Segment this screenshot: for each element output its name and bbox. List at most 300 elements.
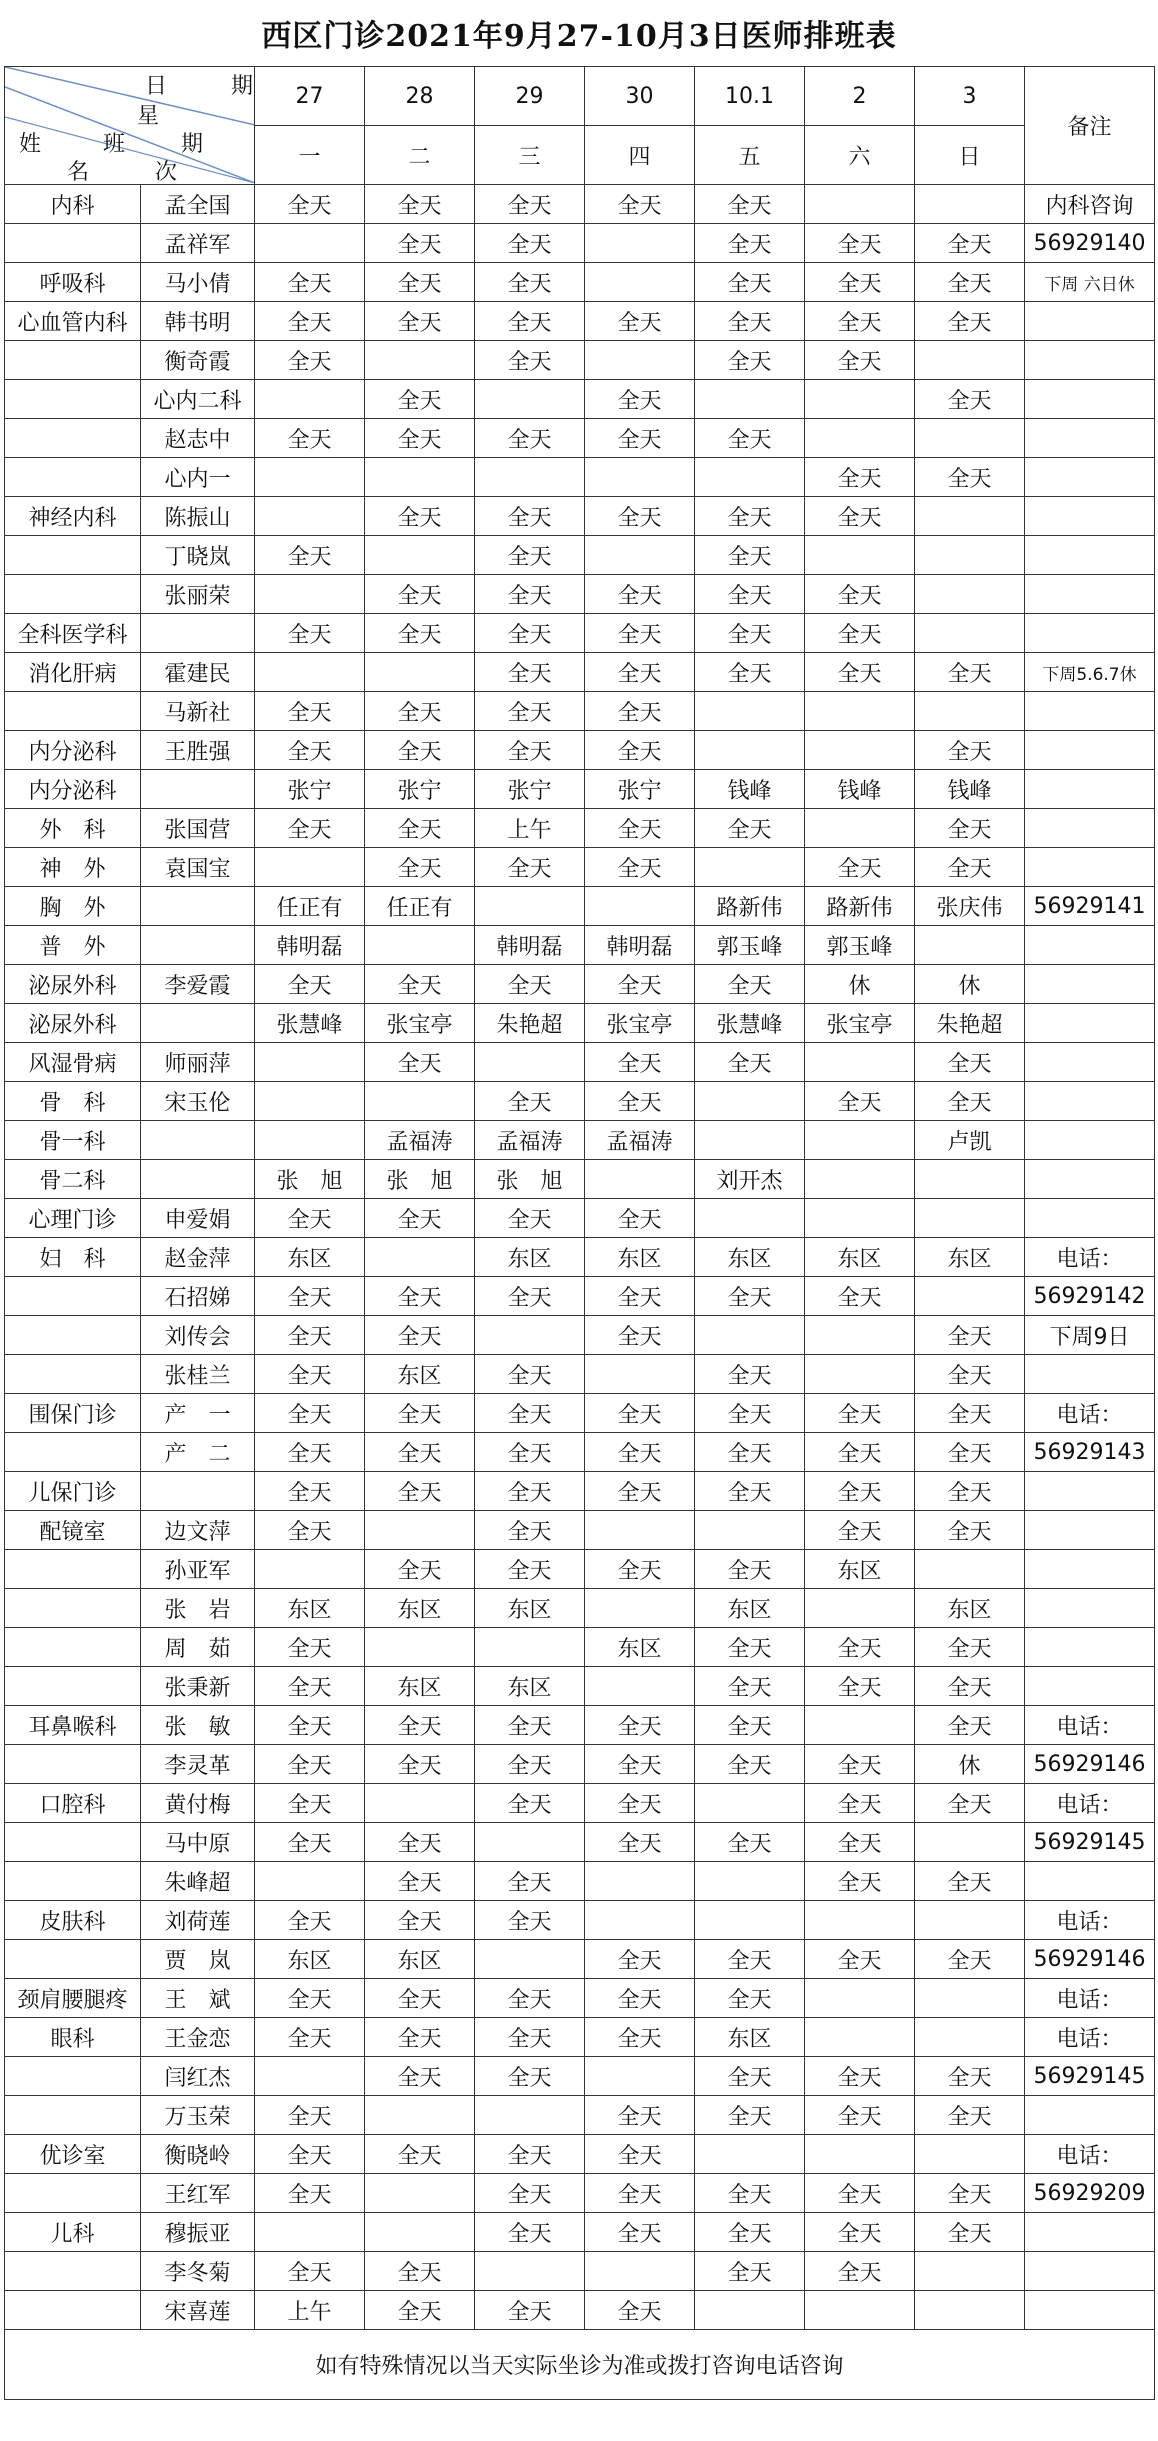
department-cell [5, 536, 141, 575]
shift-cell: 全天 [475, 2213, 585, 2252]
shift-cell: 全天 [475, 1706, 585, 1745]
table-row [5, 1667, 1155, 1706]
department-cell [5, 575, 141, 614]
shift-cell: 孟福涛 [475, 1121, 585, 1160]
date-header: 2 [805, 67, 915, 126]
department-cell: 骨二科 [5, 1160, 141, 1199]
shift-cell [365, 341, 475, 380]
remark-cell [1025, 302, 1155, 341]
shift-cell [365, 1082, 475, 1121]
shift-cell: 全天 [255, 341, 365, 380]
shift-cell [805, 185, 915, 224]
shift-cell: 全天 [475, 263, 585, 302]
shift-cell: 全天 [255, 1277, 365, 1316]
shift-cell: 全天 [475, 1199, 585, 1238]
shift-cell: 全天 [255, 1823, 365, 1862]
remark-cell: 56929209 [1025, 2174, 1155, 2213]
shift-cell: 全天 [695, 1433, 805, 1472]
table-row [5, 887, 1155, 926]
shift-cell [255, 653, 365, 692]
shift-cell: 全天 [585, 1979, 695, 2018]
shift-cell: 全天 [475, 341, 585, 380]
shift-cell: 全天 [255, 809, 365, 848]
remark-cell [1025, 2252, 1155, 2291]
shift-cell: 全天 [695, 614, 805, 653]
table-row [5, 926, 1155, 965]
shift-cell: 全天 [805, 1745, 915, 1784]
shift-cell: 东区 [805, 1550, 915, 1589]
remark-cell [1025, 2213, 1155, 2252]
shift-cell: 全天 [475, 848, 585, 887]
weekday-header: 五 [695, 126, 805, 185]
shift-cell: 全天 [475, 1784, 585, 1823]
doctor-name-cell [141, 887, 255, 926]
shift-cell: 全天 [915, 653, 1025, 692]
doctor-name-cell: 张桂兰 [141, 1355, 255, 1394]
remark-cell [1025, 1472, 1155, 1511]
department-cell [5, 2252, 141, 2291]
shift-cell [915, 1979, 1025, 2018]
remark-cell [1025, 1121, 1155, 1160]
shift-cell: 全天 [585, 809, 695, 848]
table-row [5, 1277, 1155, 1316]
shift-cell [255, 1043, 365, 1082]
shift-cell: 全天 [695, 1667, 805, 1706]
shift-cell: 全天 [805, 848, 915, 887]
remark-cell [1025, 1667, 1155, 1706]
table-row [5, 185, 1155, 224]
remark-cell [1025, 1589, 1155, 1628]
shift-cell: 休 [915, 1745, 1025, 1784]
shift-cell [475, 1628, 585, 1667]
remark-cell [1025, 1082, 1155, 1121]
department-cell: 普 外 [5, 926, 141, 965]
shift-cell: 全天 [365, 1745, 475, 1784]
shift-cell [915, 926, 1025, 965]
shift-cell [695, 692, 805, 731]
remark-cell [1025, 2291, 1155, 2330]
shift-cell: 张慧峰 [255, 1004, 365, 1043]
shift-cell: 全天 [805, 2213, 915, 2252]
shift-cell: 上午 [255, 2291, 365, 2330]
shift-cell: 全天 [475, 692, 585, 731]
shift-cell: 全天 [475, 1745, 585, 1784]
shift-cell: 东区 [255, 1589, 365, 1628]
department-cell: 围保门诊 [5, 1394, 141, 1433]
shift-cell: 东区 [475, 1589, 585, 1628]
corner-label-xing-surname: 姓 [19, 132, 42, 157]
shift-cell [695, 848, 805, 887]
shift-cell [695, 731, 805, 770]
shift-cell [805, 2291, 915, 2330]
department-cell [5, 2057, 141, 2096]
shift-cell: 全天 [365, 965, 475, 1004]
remark-cell [1025, 458, 1155, 497]
department-cell [5, 419, 141, 458]
shift-cell: 全天 [365, 419, 475, 458]
table-row [5, 302, 1155, 341]
department-cell: 泌尿外科 [5, 1004, 141, 1043]
shift-cell: 东区 [805, 1238, 915, 1277]
shift-cell: 全天 [695, 809, 805, 848]
shift-cell [585, 1589, 695, 1628]
table-row [5, 1511, 1155, 1550]
shift-cell: 全天 [805, 263, 915, 302]
remark-cell [1025, 536, 1155, 575]
remark-cell [1025, 770, 1155, 809]
table-row [5, 341, 1155, 380]
doctor-name-cell: 李爱霞 [141, 965, 255, 1004]
table-row [5, 497, 1155, 536]
shift-cell: 张庆伟 [915, 887, 1025, 926]
remark-cell: 下周 六日休 [1025, 263, 1155, 302]
shift-cell: 张宁 [255, 770, 365, 809]
shift-cell: 全天 [255, 536, 365, 575]
shift-cell [805, 536, 915, 575]
corner-label-ming: 名 [67, 160, 90, 185]
shift-cell [695, 1901, 805, 1940]
table-row [5, 848, 1155, 887]
shift-cell: 全天 [475, 2291, 585, 2330]
doctor-name-cell: 张丽荣 [141, 575, 255, 614]
shift-cell: 全天 [475, 1433, 585, 1472]
remark-cell: 内科咨询 [1025, 185, 1155, 224]
table-row [5, 2252, 1155, 2291]
shift-cell: 东区 [695, 1238, 805, 1277]
doctor-name-cell: 衡奇霞 [141, 341, 255, 380]
table-row [5, 2135, 1155, 2174]
doctor-name-cell: 赵金萍 [141, 1238, 255, 1277]
shift-cell: 全天 [585, 185, 695, 224]
shift-cell: 全天 [695, 1628, 805, 1667]
shift-cell: 全天 [365, 575, 475, 614]
department-cell [5, 1667, 141, 1706]
shift-cell: 全天 [585, 2174, 695, 2213]
shift-cell: 全天 [475, 2057, 585, 2096]
shift-cell [915, 1823, 1025, 1862]
shift-cell [805, 380, 915, 419]
shift-cell: 全天 [805, 1784, 915, 1823]
table-row [5, 1394, 1155, 1433]
table-row [5, 1316, 1155, 1355]
shift-cell [915, 419, 1025, 458]
shift-cell: 东区 [695, 2018, 805, 2057]
shift-cell: 东区 [695, 1589, 805, 1628]
department-cell [5, 2174, 141, 2213]
shift-cell: 全天 [585, 731, 695, 770]
shift-cell: 全天 [805, 2057, 915, 2096]
doctor-name-cell: 穆振亚 [141, 2213, 255, 2252]
shift-cell: 全天 [365, 1316, 475, 1355]
shift-cell: 全天 [805, 1511, 915, 1550]
shift-cell: 全天 [805, 1472, 915, 1511]
doctor-name-cell: 闫红杰 [141, 2057, 255, 2096]
shift-cell: 全天 [805, 302, 915, 341]
shift-cell: 全天 [255, 1316, 365, 1355]
shift-cell: 全天 [365, 1862, 475, 1901]
doctor-name-cell: 贾 岚 [141, 1940, 255, 1979]
shift-cell [365, 536, 475, 575]
shift-cell [805, 2018, 915, 2057]
doctor-name-cell: 孙亚军 [141, 1550, 255, 1589]
remark-cell [1025, 1550, 1155, 1589]
department-cell: 口腔科 [5, 1784, 141, 1823]
shift-cell [805, 731, 915, 770]
shift-cell: 张 旭 [365, 1160, 475, 1199]
shift-cell: 全天 [585, 497, 695, 536]
shift-cell [365, 653, 475, 692]
doctor-name-cell: 师丽萍 [141, 1043, 255, 1082]
corner-label-qi-week: 期 [181, 132, 204, 157]
shift-cell [475, 1316, 585, 1355]
shift-cell: 全天 [255, 2018, 365, 2057]
shift-cell: 全天 [585, 1550, 695, 1589]
remark-cell [1025, 926, 1155, 965]
shift-cell: 韩明磊 [255, 926, 365, 965]
shift-cell: 全天 [805, 575, 915, 614]
shift-cell: 全天 [585, 1316, 695, 1355]
department-cell: 外 科 [5, 809, 141, 848]
department-cell: 儿保门诊 [5, 1472, 141, 1511]
shift-cell [585, 1355, 695, 1394]
shift-cell: 全天 [475, 575, 585, 614]
shift-cell [365, 1238, 475, 1277]
shift-cell: 全天 [585, 653, 695, 692]
shift-cell: 全天 [695, 1823, 805, 1862]
doctor-name-cell: 张 岩 [141, 1589, 255, 1628]
table-row [5, 1862, 1155, 1901]
department-cell [5, 224, 141, 263]
shift-cell: 全天 [585, 1277, 695, 1316]
shift-cell: 全天 [585, 848, 695, 887]
department-cell [5, 1355, 141, 1394]
doctor-name-cell: 万玉荣 [141, 2096, 255, 2135]
shift-cell: 全天 [365, 614, 475, 653]
shift-cell: 全天 [585, 2135, 695, 2174]
doctor-name-cell: 朱峰超 [141, 1862, 255, 1901]
table-row [5, 692, 1155, 731]
shift-cell: 全天 [695, 965, 805, 1004]
shift-cell [695, 1082, 805, 1121]
shift-cell [255, 1550, 365, 1589]
shift-cell: 全天 [695, 1394, 805, 1433]
remark-cell: 电话： [1025, 1979, 1155, 2018]
shift-cell: 全天 [255, 1433, 365, 1472]
weekday-header: 六 [805, 126, 915, 185]
department-cell: 全科医学科 [5, 614, 141, 653]
shift-cell [365, 926, 475, 965]
shift-cell: 全天 [475, 2174, 585, 2213]
remark-cell [1025, 848, 1155, 887]
shift-cell: 全天 [805, 224, 915, 263]
shift-cell: 全天 [915, 1472, 1025, 1511]
shift-cell: 全天 [585, 1706, 695, 1745]
shift-cell: 全天 [475, 1355, 585, 1394]
shift-cell [585, 2252, 695, 2291]
department-cell [5, 1433, 141, 1472]
shift-cell: 全天 [695, 1043, 805, 1082]
shift-cell: 卢凯 [915, 1121, 1025, 1160]
department-cell: 优诊室 [5, 2135, 141, 2174]
shift-cell [585, 1511, 695, 1550]
doctor-name-cell: 陈振山 [141, 497, 255, 536]
remark-cell [1025, 380, 1155, 419]
shift-cell [475, 2252, 585, 2291]
shift-cell [365, 1784, 475, 1823]
corner-label-xing: 星 [137, 104, 160, 129]
shift-cell: 全天 [365, 263, 475, 302]
table-row [5, 1433, 1155, 1472]
doctor-name-cell [141, 1160, 255, 1199]
shift-cell: 孟福涛 [365, 1121, 475, 1160]
doctor-name-cell [141, 926, 255, 965]
department-cell [5, 380, 141, 419]
doctor-name-cell: 宋玉伦 [141, 1082, 255, 1121]
shift-cell: 路新伟 [805, 887, 915, 926]
shift-cell: 全天 [255, 1979, 365, 2018]
shift-cell [915, 2291, 1025, 2330]
shift-cell: 东区 [365, 1589, 475, 1628]
doctor-name-cell: 黄付梅 [141, 1784, 255, 1823]
shift-cell: 全天 [365, 2135, 475, 2174]
shift-cell: 全天 [585, 1784, 695, 1823]
shift-cell: 韩明磊 [475, 926, 585, 965]
shift-cell [915, 1901, 1025, 1940]
shift-cell: 全天 [585, 380, 695, 419]
date-header: 3 [915, 67, 1025, 126]
shift-cell: 全天 [475, 1862, 585, 1901]
department-cell: 妇 科 [5, 1238, 141, 1277]
shift-cell: 全天 [255, 1745, 365, 1784]
shift-cell: 路新伟 [695, 887, 805, 926]
shift-cell [365, 458, 475, 497]
shift-cell: 全天 [365, 2252, 475, 2291]
remark-cell: 电话： [1025, 1901, 1155, 1940]
shift-cell: 全天 [915, 302, 1025, 341]
doctor-name-cell: 产 一 [141, 1394, 255, 1433]
table-row [5, 224, 1155, 263]
shift-cell: 郭玉峰 [695, 926, 805, 965]
shift-cell [695, 2291, 805, 2330]
shift-cell: 全天 [255, 1355, 365, 1394]
shift-cell [805, 1355, 915, 1394]
department-cell: 内分泌科 [5, 770, 141, 809]
shift-cell: 全天 [585, 692, 695, 731]
shift-cell: 全天 [695, 1355, 805, 1394]
shift-cell: 全天 [915, 1355, 1025, 1394]
shift-cell: 全天 [365, 497, 475, 536]
remark-cell [1025, 809, 1155, 848]
department-cell: 皮肤科 [5, 1901, 141, 1940]
corner-label-ci: 次 [155, 160, 178, 185]
shift-cell: 全天 [255, 263, 365, 302]
doctor-name-cell: 张国营 [141, 809, 255, 848]
shift-cell: 全天 [475, 1394, 585, 1433]
shift-cell: 全天 [255, 419, 365, 458]
doctor-name-cell: 李灵革 [141, 1745, 255, 1784]
department-cell [5, 2291, 141, 2330]
table-row [5, 1082, 1155, 1121]
shift-cell [805, 1979, 915, 2018]
shift-cell: 东区 [475, 1238, 585, 1277]
doctor-name-cell: 产 二 [141, 1433, 255, 1472]
shift-cell [805, 1043, 915, 1082]
shift-cell: 全天 [695, 1277, 805, 1316]
shift-cell: 全天 [255, 2096, 365, 2135]
shift-cell: 全天 [365, 2291, 475, 2330]
remark-cell [1025, 341, 1155, 380]
doctor-name-cell [141, 1004, 255, 1043]
remark-cell: 56929145 [1025, 2057, 1155, 2096]
department-cell: 儿科 [5, 2213, 141, 2252]
table-row [5, 1784, 1155, 1823]
shift-cell: 张宝亭 [805, 1004, 915, 1043]
shift-cell: 张宝亭 [585, 1004, 695, 1043]
weekday-header: 四 [585, 126, 695, 185]
shift-cell [585, 536, 695, 575]
doctor-name-cell: 丁晓岚 [141, 536, 255, 575]
shift-cell: 郭玉峰 [805, 926, 915, 965]
shift-cell [255, 575, 365, 614]
department-cell: 呼吸科 [5, 263, 141, 302]
shift-cell [475, 380, 585, 419]
table-row [5, 1550, 1155, 1589]
doctor-name-cell: 马小倩 [141, 263, 255, 302]
remark-cell [1025, 731, 1155, 770]
shift-cell [255, 380, 365, 419]
doctor-name-cell [141, 770, 255, 809]
doctor-name-cell [141, 1472, 255, 1511]
shift-cell [475, 1043, 585, 1082]
shift-cell: 全天 [585, 1043, 695, 1082]
shift-cell: 孟福涛 [585, 1121, 695, 1160]
doctor-name-cell: 马新社 [141, 692, 255, 731]
shift-cell: 全天 [805, 1394, 915, 1433]
shift-cell [585, 263, 695, 302]
shift-cell [695, 1316, 805, 1355]
shift-cell: 全天 [805, 653, 915, 692]
shift-cell: 全天 [365, 1433, 475, 1472]
shift-cell: 全天 [915, 1706, 1025, 1745]
table-row [5, 731, 1155, 770]
shift-cell: 全天 [805, 614, 915, 653]
remark-cell [1025, 1043, 1155, 1082]
department-cell: 神经内科 [5, 497, 141, 536]
shift-cell: 全天 [365, 2018, 475, 2057]
table-row [5, 1472, 1155, 1511]
shift-cell [695, 1121, 805, 1160]
shift-cell [365, 2174, 475, 2213]
table-row [5, 1355, 1155, 1394]
title-bar [0, 0, 1158, 66]
shift-cell: 全天 [585, 1823, 695, 1862]
shift-cell [365, 2213, 475, 2252]
shift-cell: 张慧峰 [695, 1004, 805, 1043]
shift-cell: 全天 [365, 1394, 475, 1433]
doctor-name-cell: 心内一 [141, 458, 255, 497]
remark-cell: 56929146 [1025, 1745, 1155, 1784]
department-cell: 颈肩腰腿疼 [5, 1979, 141, 2018]
shift-cell [915, 536, 1025, 575]
shift-cell [805, 1706, 915, 1745]
shift-cell: 全天 [805, 458, 915, 497]
shift-cell: 东区 [255, 1940, 365, 1979]
shift-cell [255, 224, 365, 263]
shift-cell [585, 341, 695, 380]
shift-cell [585, 2057, 695, 2096]
remark-cell: 56929140 [1025, 224, 1155, 263]
shift-cell: 全天 [365, 1472, 475, 1511]
